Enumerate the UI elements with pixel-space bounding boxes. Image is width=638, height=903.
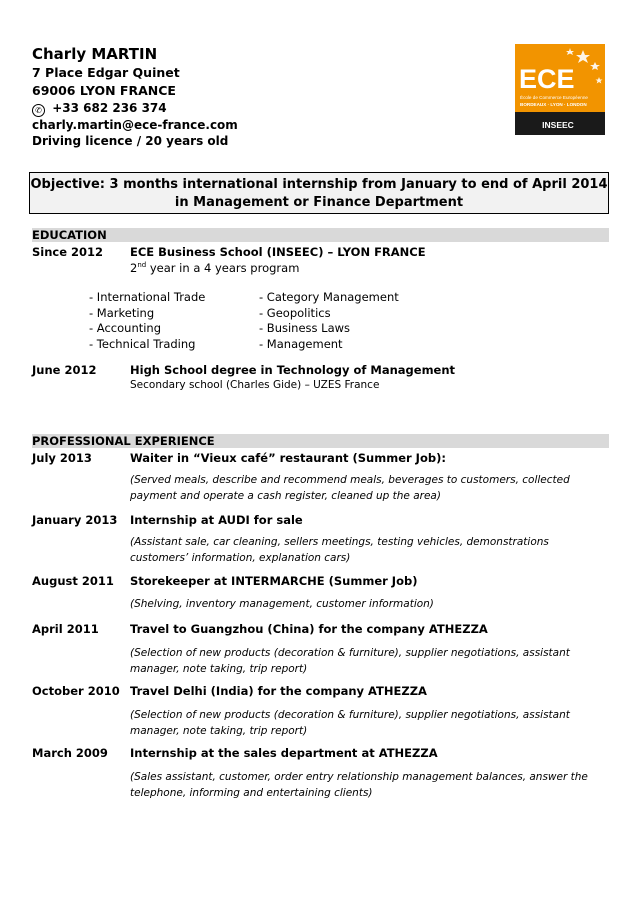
detail-line: manager, note taking, trip report)	[130, 725, 308, 737]
course-item: - Management	[259, 336, 343, 351]
education-detail: Secondary school (Charles Gide) – UZES France	[130, 379, 380, 391]
address-city: 69006 LYON FRANCE	[32, 83, 176, 98]
phone-number: +33 682 236 374	[52, 101, 167, 115]
experience-title: Travel Delhi (India) for the company ATHEZZA	[130, 684, 427, 698]
experience-date: March 2009	[32, 746, 108, 760]
experience-date: January 2013	[32, 513, 118, 527]
detail-line: customers’ information, explanation cars)	[130, 552, 351, 564]
ece-logo	[515, 44, 605, 135]
year-number: 2	[130, 261, 138, 275]
objective-line1: Objective: 3 months international internship from January to end of April 2014	[30, 177, 608, 192]
education-title: ECE Business School (INSEEC) – LYON FRANCE	[130, 245, 426, 259]
experience-detail	[130, 596, 600, 612]
experience-title: Internship at AUDI for sale	[130, 513, 303, 527]
experience-date: August 2011	[32, 574, 114, 588]
experience-date: April 2011	[32, 622, 99, 636]
detail-line: (Assistant sale, car cleaning, sellers meetings, testing vehicles, demonstrations	[130, 536, 549, 548]
course-item: - Geopolitics	[259, 305, 331, 320]
experience-title: Waiter in “Vieux café” restaurant (Summer Job):	[130, 451, 446, 465]
experience-detail	[130, 472, 600, 504]
email[interactable]: charly.martin@ece-france.com	[32, 118, 238, 132]
course-item: - Technical Trading	[89, 336, 196, 351]
experience-date: October 2010	[32, 684, 120, 698]
experience-detail	[130, 534, 600, 566]
detail-line: telephone, informing and entertaining clients)	[130, 787, 373, 799]
objective-box	[29, 172, 609, 214]
course-item: - International Trade	[89, 290, 206, 304]
objective-line2: in Management or Finance Department	[174, 195, 464, 210]
experience-detail	[130, 645, 600, 677]
logo-text-line1: École de Commerce Européenne	[520, 95, 588, 100]
logo-text-inseec: INSEEC	[542, 120, 574, 130]
candidate-name: Charly MARTIN	[32, 45, 158, 63]
detail-line: payment and operate a cash register, cleaned up the area)	[130, 490, 441, 502]
experience-detail	[130, 769, 600, 801]
detail-line: manager, note taking, trip report)	[130, 663, 308, 675]
year-rest: year in a 4 years program	[146, 261, 300, 275]
education-date: Since 2012	[32, 245, 104, 259]
experience-date: July 2013	[32, 451, 92, 465]
contact-header	[32, 44, 238, 149]
ece-logo-graphic	[515, 44, 605, 135]
courses-left	[89, 290, 205, 352]
education-date: June 2012	[32, 363, 97, 377]
course-item: - Category Management	[259, 290, 399, 304]
education-year	[130, 261, 299, 275]
education-title: High School degree in Technology of Management	[130, 363, 456, 377]
phone-icon: ✆	[32, 104, 45, 117]
experience-title: Internship at the sales department at ATHEZZA	[130, 746, 438, 760]
experience-title: Storekeeper at INTERMARCHE (Summer Job)	[130, 574, 418, 588]
course-item: - Accounting	[89, 321, 162, 335]
detail-line: (Served meals, describe and recommend meals, beverages to customers, collected	[130, 474, 570, 486]
detail-line: (Shelving, inventory management, customer information)	[130, 598, 434, 610]
year-suffix: nd	[137, 261, 147, 270]
experience-heading: PROFESSIONAL EXPERIENCE	[32, 434, 609, 448]
address-street: 7 Place Edgar Quinet	[32, 65, 180, 80]
detail-line: (Selection of new products (decoration & furniture), supplier negotiations, assistant	[130, 647, 570, 659]
experience-title: Travel to Guangzhou (China) for the company ATHEZZA	[130, 622, 488, 636]
course-item: - Business Laws	[259, 321, 351, 335]
detail-line: (Selection of new products (decoration & furniture), supplier negotiations, assistant	[130, 709, 570, 721]
phone-row	[32, 100, 238, 117]
experience-detail	[130, 707, 600, 739]
detail-line: (Sales assistant, customer, order entry relationship management balances, answer the	[130, 771, 588, 783]
logo-text-line2: BORDEAUX · LYON · LONDON	[520, 102, 587, 107]
courses-right	[259, 290, 399, 352]
course-item: - Marketing	[89, 305, 155, 320]
education-heading: EDUCATION	[32, 228, 609, 242]
logo-text-ece: ECE	[519, 64, 575, 94]
driving-licence-age: Driving licence / 20 years old	[32, 134, 229, 148]
